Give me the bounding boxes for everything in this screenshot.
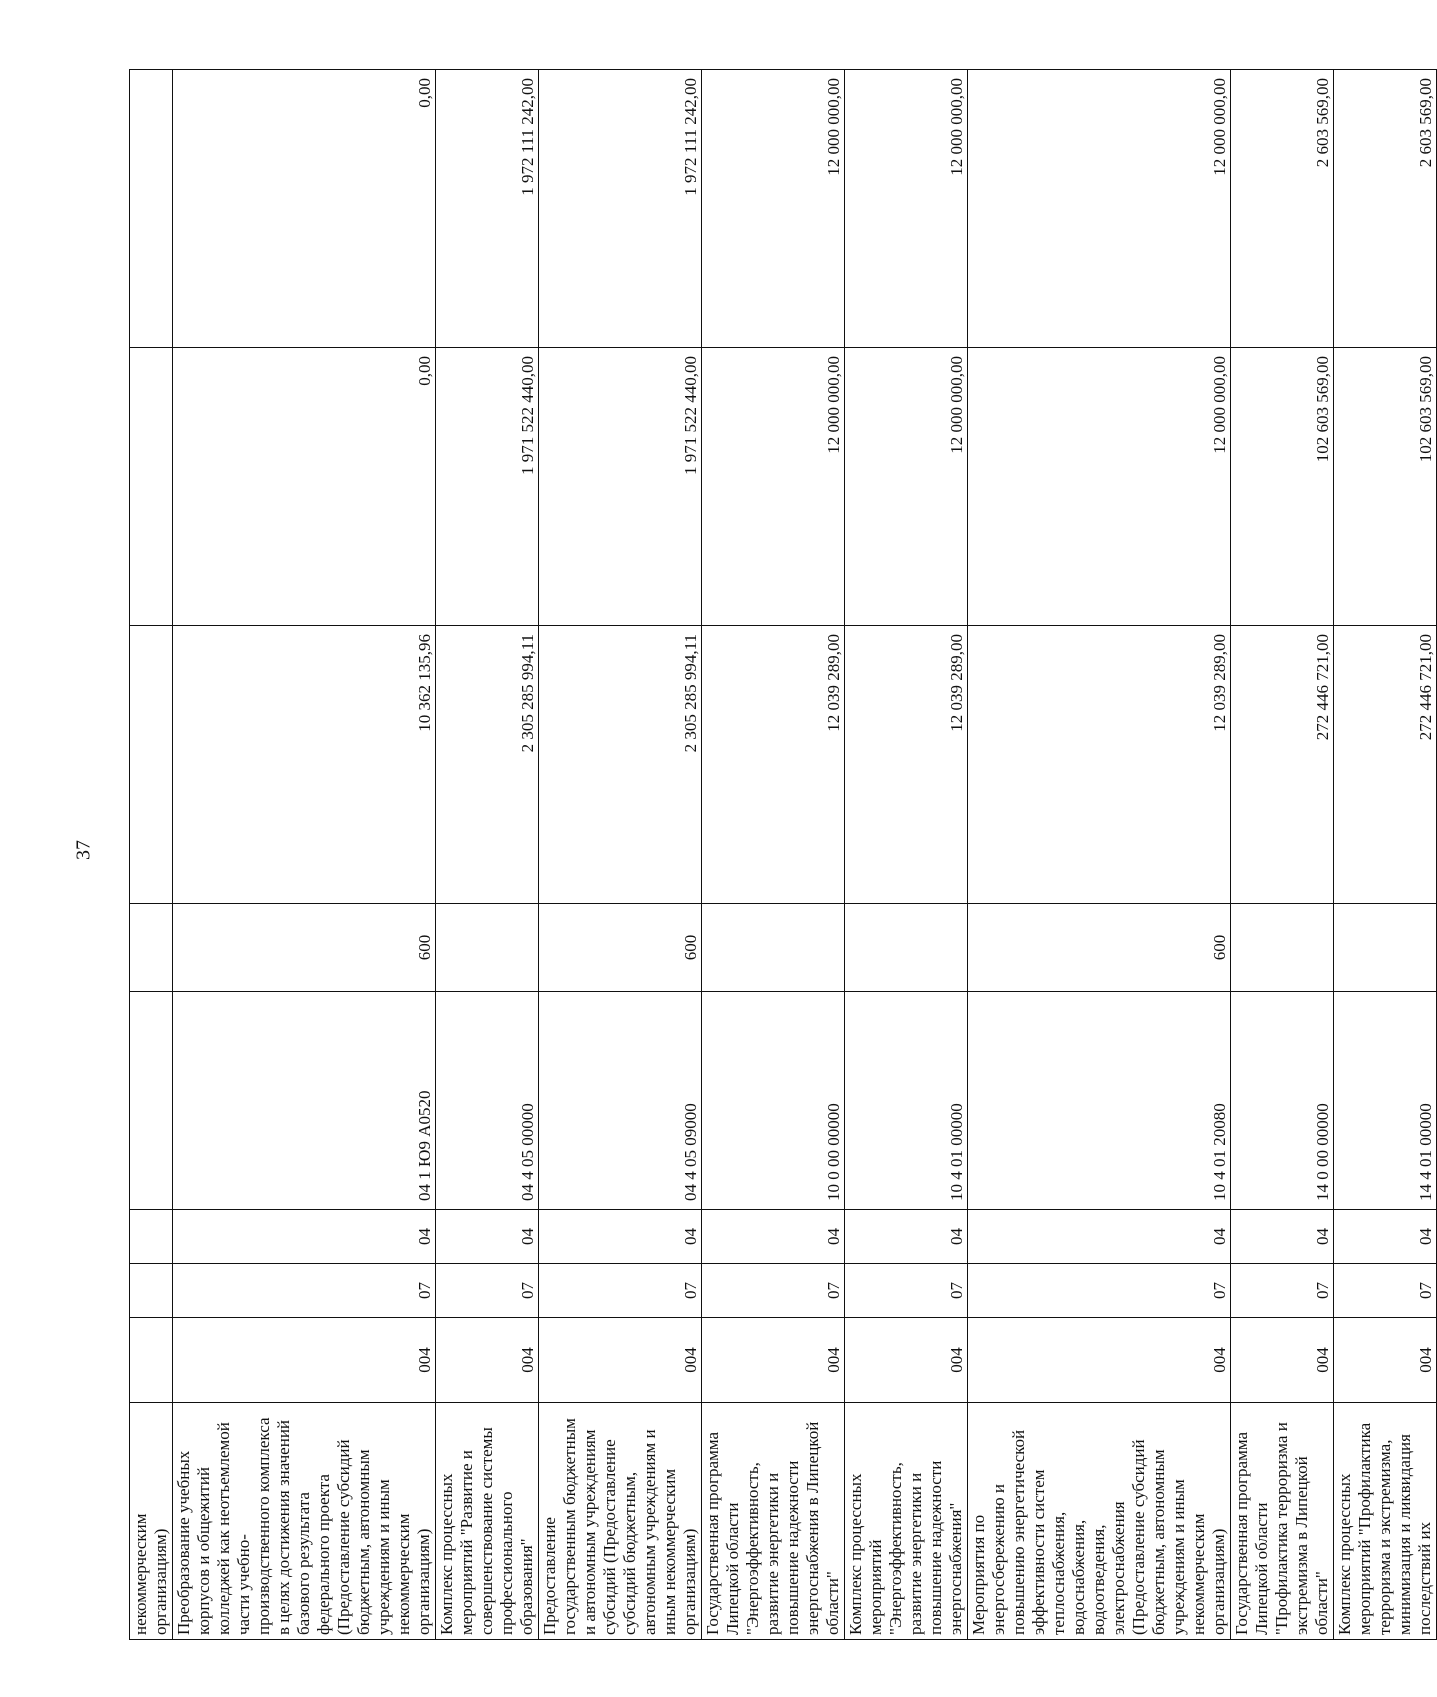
amount-year3-cell: 2 603 569,00	[1334, 70, 1437, 348]
section-code-cell: 07	[539, 1264, 702, 1318]
amount-year2-cell: 0,00	[173, 348, 436, 626]
expense-type-cell	[436, 904, 539, 992]
expense-type-cell: 600	[173, 904, 436, 992]
amount-year1-cell: 12 039 289,00	[845, 626, 968, 904]
section-code-cell: 07	[1334, 1264, 1437, 1318]
table-row	[845, 70, 968, 1640]
target-article-cell: 04 4 05 09000	[539, 992, 702, 1210]
grbs-code-cell: 004	[1334, 1318, 1437, 1403]
amount-year1-cell: 2 305 285 994,11	[436, 626, 539, 904]
expense-type-cell	[130, 904, 173, 992]
amount-year1-cell: 272 446 721,00	[1334, 626, 1437, 904]
expense-type-cell: 600	[539, 904, 702, 992]
target-article-cell: 04 1 Ю9 А0520	[173, 992, 436, 1210]
row-name-cell: Государственная программа Липецкой области "Профилактика терроризма и экстремизма в Липецкой области"	[1231, 1403, 1334, 1640]
grbs-code-cell: 004	[173, 1318, 436, 1403]
amount-year3-cell: 1 972 111 242,00	[436, 70, 539, 348]
table-body	[130, 70, 1437, 1640]
row-name-cell: Комплекс процессных мероприятий "Энергоэффективность, развитие энергетики и повышение надежности энергоснабжения"	[845, 1403, 968, 1640]
table-row	[1334, 70, 1437, 1640]
amount-year1-cell: 10 362 135,96	[173, 626, 436, 904]
grbs-code-cell	[130, 1318, 173, 1403]
expense-type-cell	[1231, 904, 1334, 992]
amount-year2-cell	[130, 348, 173, 626]
table-row	[968, 70, 1231, 1640]
amount-year2-cell: 1 971 522 440,00	[539, 348, 702, 626]
subsection-code-cell: 04	[436, 1210, 539, 1264]
subsection-code-cell: 04	[1334, 1210, 1437, 1264]
amount-year3-cell: 2 603 569,00	[1231, 70, 1334, 348]
amount-year1-cell: 12 039 289,00	[968, 626, 1231, 904]
target-article-cell: 04 4 05 00000	[436, 992, 539, 1210]
grbs-code-cell: 004	[1231, 1318, 1334, 1403]
amount-year3-cell: 12 000 000,00	[968, 70, 1231, 348]
target-article-cell	[130, 992, 173, 1210]
row-name-cell: Комплекс процессных мероприятий "Развитие и совершенствование системы профессионального образования"	[436, 1403, 539, 1640]
amount-year2-cell: 12 000 000,00	[845, 348, 968, 626]
amount-year3-cell: 12 000 000,00	[702, 70, 845, 348]
grbs-code-cell: 004	[436, 1318, 539, 1403]
subsection-code-cell: 04	[539, 1210, 702, 1264]
amount-year3-cell: 12 000 000,00	[845, 70, 968, 348]
rotated-table-container	[129, 70, 1435, 1640]
expense-type-cell: 600	[968, 904, 1231, 992]
section-code-cell: 07	[702, 1264, 845, 1318]
row-name-cell: Мероприятия по энергосбережению и повышению энергетической эффективности систем теплоснабжения, водоснабжения, водоотведения, электроснабжения (Предоставление субсидий бюджетным, автономным учреждениям и иным некоммерческим организациям)	[968, 1403, 1231, 1640]
amount-year2-cell: 102 603 569,00	[1334, 348, 1437, 626]
amount-year3-cell	[130, 70, 173, 348]
subsection-code-cell: 04	[845, 1210, 968, 1264]
table-row	[702, 70, 845, 1640]
amount-year2-cell: 12 000 000,00	[702, 348, 845, 626]
table-row	[173, 70, 436, 1640]
row-name-cell: Государственная программа Липецкой области "Энергоэффективность, развитие энергетики и повышение надежности энергоснабжения в Липецкой области"	[702, 1403, 845, 1640]
row-name-cell: Комплекс процессных мероприятий "Профилактика терроризма и экстремизма, минимизация и ликвидация последствий их	[1334, 1403, 1437, 1640]
section-code-cell: 07	[845, 1264, 968, 1318]
table-row	[130, 70, 173, 1640]
page-number: 37	[72, 840, 95, 860]
amount-year1-cell: 2 305 285 994,11	[539, 626, 702, 904]
table-row	[436, 70, 539, 1640]
amount-year2-cell: 102 603 569,00	[1231, 348, 1334, 626]
subsection-code-cell: 04	[1231, 1210, 1334, 1264]
subsection-code-cell	[130, 1210, 173, 1264]
amount-year1-cell: 272 446 721,00	[1231, 626, 1334, 904]
subsection-code-cell: 04	[173, 1210, 436, 1264]
section-code-cell: 07	[1231, 1264, 1334, 1318]
amount-year1-cell	[130, 626, 173, 904]
table-row	[1231, 70, 1334, 1640]
target-article-cell: 14 0 00 00000	[1231, 992, 1334, 1210]
amount-year2-cell: 1 971 522 440,00	[436, 348, 539, 626]
grbs-code-cell: 004	[702, 1318, 845, 1403]
grbs-code-cell: 004	[539, 1318, 702, 1403]
table-row	[539, 70, 702, 1640]
subsection-code-cell: 04	[702, 1210, 845, 1264]
target-article-cell: 10 0 00 00000	[702, 992, 845, 1210]
grbs-code-cell: 004	[845, 1318, 968, 1403]
row-name-cell: Преобразование учебных корпусов и общежитий колледжей как неотъемлемой части учебно-производственного комплекса в целях достижения значений базового результата федерального проекта (Предоставление субсидий бюджетным, автономным учреждениям и иным некоммерческим организациям)	[173, 1403, 436, 1640]
expense-type-cell	[845, 904, 968, 992]
expense-type-cell	[1334, 904, 1437, 992]
amount-year3-cell: 0,00	[173, 70, 436, 348]
grbs-code-cell: 004	[968, 1318, 1231, 1403]
target-article-cell: 14 4 01 00000	[1334, 992, 1437, 1210]
target-article-cell: 10 4 01 00000	[845, 992, 968, 1210]
expense-type-cell	[702, 904, 845, 992]
budget-table	[129, 69, 1437, 1640]
subsection-code-cell: 04	[968, 1210, 1231, 1264]
section-code-cell: 07	[173, 1264, 436, 1318]
amount-year3-cell: 1 972 111 242,00	[539, 70, 702, 348]
row-name-cell: Предоставление государственным бюджетным и автономным учреждениям субсидий (Предоставление субсидий бюджетным, автономным учреждениям и иным некоммерческим организациям)	[539, 1403, 702, 1640]
section-code-cell	[130, 1264, 173, 1318]
section-code-cell: 07	[968, 1264, 1231, 1318]
section-code-cell: 07	[436, 1264, 539, 1318]
row-name-cell: некоммерческим организациям)	[130, 1403, 173, 1640]
amount-year2-cell: 12 000 000,00	[968, 348, 1231, 626]
target-article-cell: 10 4 01 20080	[968, 992, 1231, 1210]
amount-year1-cell: 12 039 289,00	[702, 626, 845, 904]
